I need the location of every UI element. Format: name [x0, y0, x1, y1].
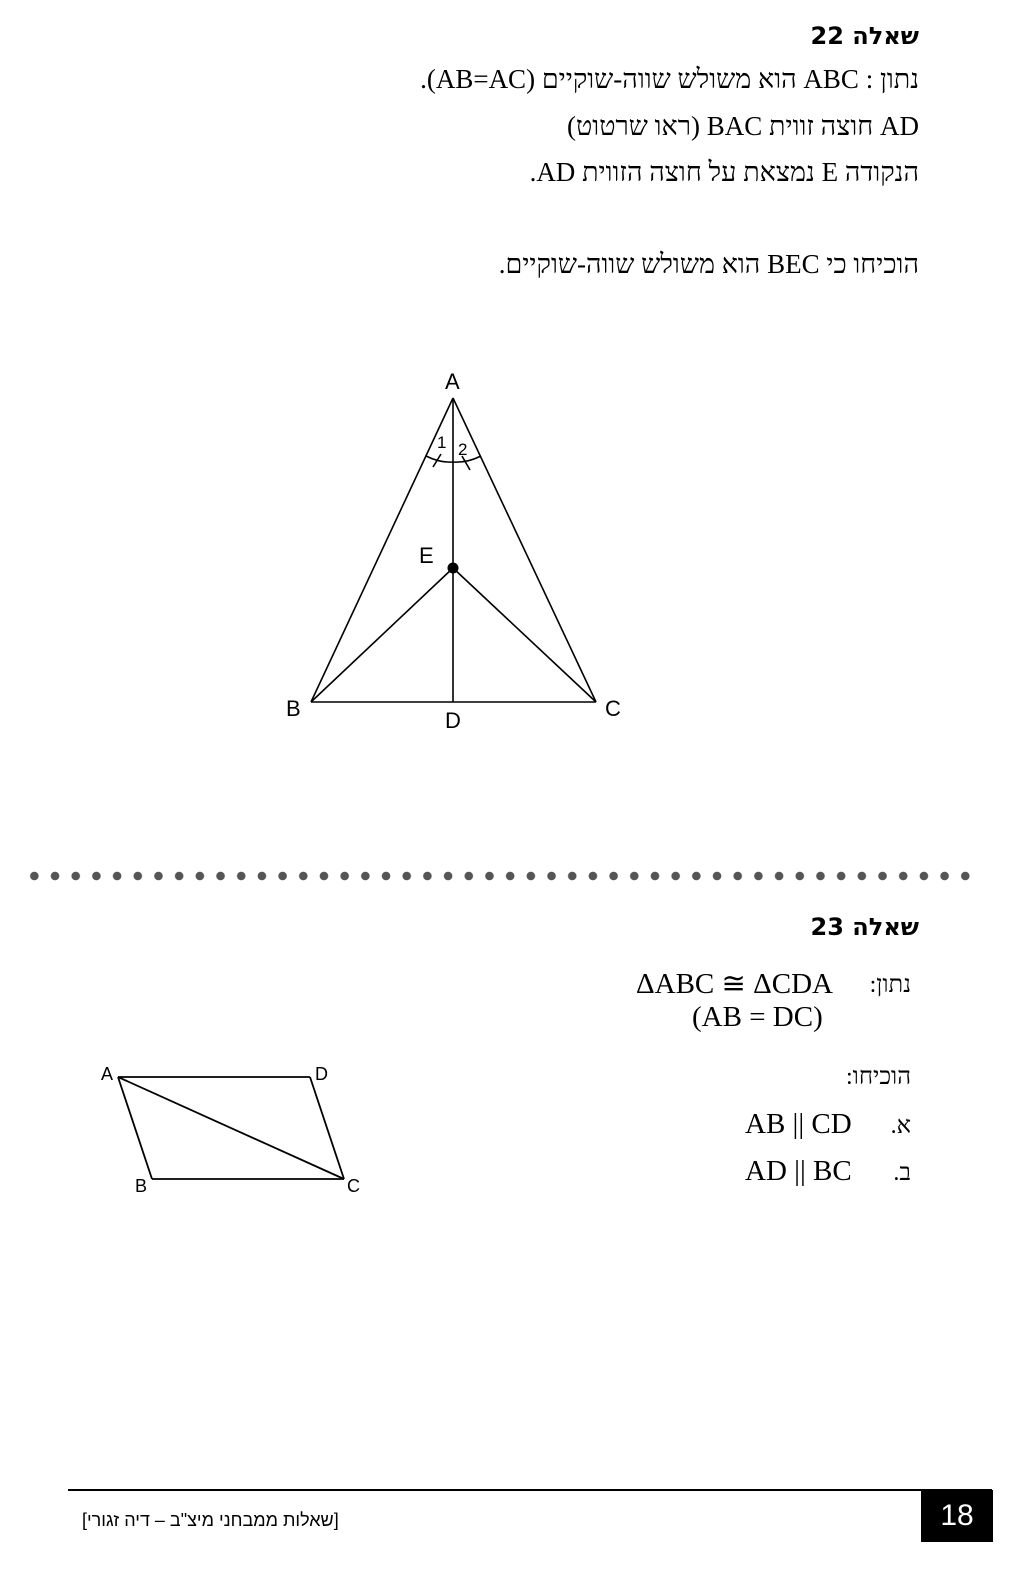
footer-source: [שאלות ממבחני מיצ"ב – דיה זגורי] [82, 1510, 339, 1530]
point-e-dot [448, 563, 459, 574]
segment-dc [310, 1077, 344, 1179]
footer-rule [68, 1489, 992, 1491]
page-number: 18 [921, 1490, 993, 1542]
q22-bisector-line: AD חוצה זווית BAC (ראו שרטוט) [567, 111, 919, 141]
segment-ec [453, 568, 596, 702]
vertex-label-c: C [605, 696, 621, 721]
q23-item-b-label: ב. [893, 1160, 911, 1186]
vertex-label-a: A [101, 1064, 114, 1084]
q23-given-label: נתון: [869, 972, 911, 998]
segment-eb [311, 568, 453, 702]
question-22-title: שאלה 22 [810, 22, 919, 50]
q22-prove-line: הוכיחו כי BEC הוא משולש שווה-שוקיים. [498, 249, 919, 279]
q23-given-congruence: ΔABC ≅ ΔCDA [636, 968, 833, 1000]
q22-given-line: נתון : ABC הוא משולש שווה-שוקיים (AB=AC). [420, 64, 919, 94]
segment-ac [453, 398, 596, 702]
vertex-label-d: D [445, 708, 461, 733]
question-23-title: שאלה 23 [810, 913, 919, 941]
q23-item-b: AD || BC [745, 1155, 852, 1187]
diagonal-ac [118, 1077, 344, 1179]
q23-given-equality: (AB = DC) [692, 1001, 823, 1033]
vertex-label-e: E [419, 543, 434, 568]
dotted-separator [24, 870, 974, 882]
q23-prove-label: הוכיחו: [846, 1064, 911, 1090]
vertex-label-b: B [135, 1176, 148, 1196]
vertex-label-b: B [286, 696, 301, 721]
q22-point-e-line: הנקודה E נמצאת על חוצה הזווית AD. [529, 157, 919, 187]
angle-label-1: 1 [437, 433, 447, 452]
vertex-label-c: C [347, 1176, 360, 1196]
angle-label-2: 2 [458, 440, 468, 459]
vertex-label-d: D [315, 1064, 328, 1084]
segment-ab [118, 1077, 152, 1179]
vertex-label-a: A [445, 369, 460, 394]
q23-item-a: AB || CD [745, 1108, 852, 1140]
q23-parallelogram-diagram [0, 1050, 400, 1210]
q23-item-a-label: א. [890, 1113, 911, 1139]
